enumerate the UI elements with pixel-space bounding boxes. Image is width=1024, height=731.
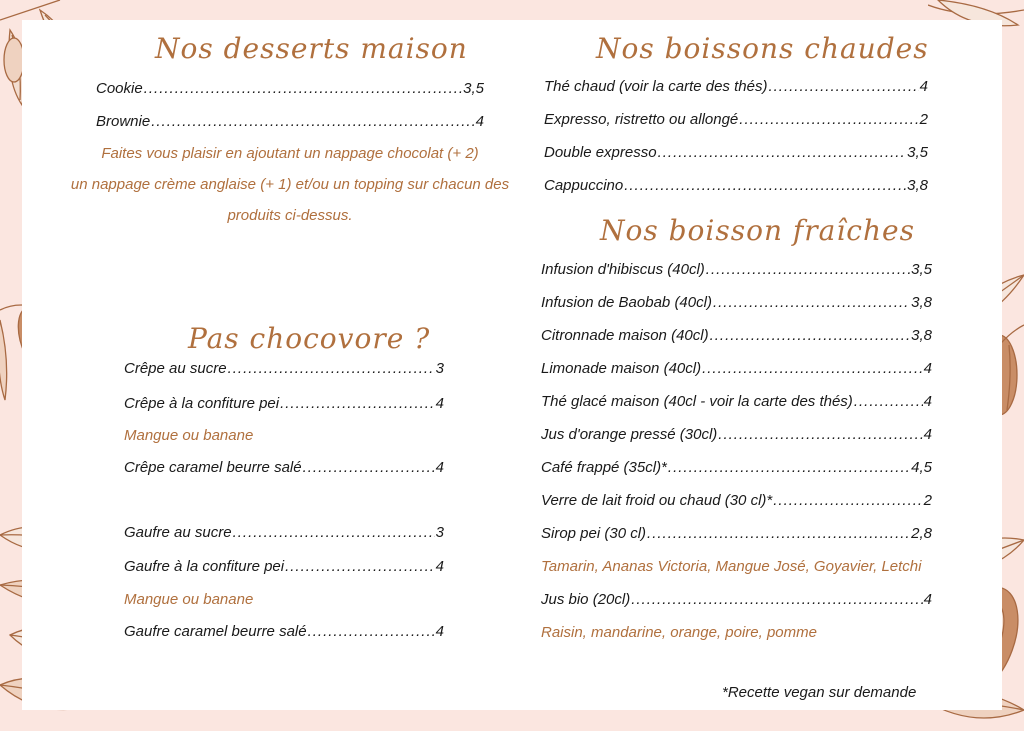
item-price: 4 [475,113,484,130]
crepe-row [124,459,444,476]
leader-dots [308,623,435,640]
hot-drink-row [544,111,928,128]
item-name: Thé chaud (voir la carte des thés) [544,78,768,95]
item-name: Jus bio (20cl) [541,591,631,608]
leader-dots [228,360,435,377]
item-name: Brownie [96,113,151,130]
leader-dots [713,294,910,311]
leader-dots [303,459,435,476]
jus-flavours-note: Raisin, mandarine, orange, poire, pomme [541,624,817,641]
cold-drink-row [541,492,932,509]
cold-drink-row [541,393,932,410]
vegan-footnote: *Recette vegan sur demande [722,684,917,701]
leader-dots [624,177,906,194]
item-price: 3,5 [463,80,484,97]
item-name: Sirop pei (30 cl) [541,525,647,542]
item-name: Crêpe au sucre [124,360,227,377]
leader-dots [144,80,462,97]
leader-dots [718,426,922,443]
item-price: 4 [435,558,444,575]
dessert-row [96,80,484,97]
item-price: 4 [919,78,928,95]
desserts-topping-note [60,138,520,231]
gaufres-fruit-note: Mangue ou banane [124,591,254,608]
item-price: 3,5 [907,144,928,161]
item-name: Crêpe caramel beurre salé [124,459,302,476]
item-name: Infusion de Baobab (40cl) [541,294,712,311]
item-price: 3,8 [907,177,928,194]
item-name: Infusion d'hibiscus (40cl) [541,261,705,278]
item-price: 4 [923,591,932,608]
leader-dots [151,113,474,130]
hot-drink-row [544,78,928,95]
item-name: Gaufre à la confiture pei [124,558,285,575]
item-name: Gaufre caramel beurre salé [124,623,307,640]
leader-dots [285,558,435,575]
item-name: Gaufre au sucre [124,524,232,541]
item-price: 2 [923,492,932,509]
hot-drink-row [544,177,928,194]
cold-drink-row [541,261,932,278]
item-name: Cappuccino [544,177,624,194]
leader-dots [768,78,918,95]
leader-dots [710,327,911,344]
cold-drinks-title: Nos boisson fraîches [600,214,915,247]
item-name: Crêpe à la confiture pei [124,395,280,412]
leader-dots [739,111,918,128]
crepe-row [124,360,444,377]
item-name: Double expresso [544,144,657,161]
item-price: 4 [923,393,932,410]
leader-dots [773,492,922,509]
item-price: 3,8 [911,294,932,311]
cold-drink-row [541,591,932,608]
desserts-title: Nos desserts maison [155,32,468,65]
crepes-fruit-note: Mangue ou banane [124,427,254,444]
cold-drink-row [541,459,932,476]
leader-dots [647,525,910,542]
item-name: Café frappé (35cl)* [541,459,667,476]
item-name: Thé glacé maison (40cl - voir la carte des thés) [541,393,853,410]
hot-drink-row [544,144,928,161]
gaufre-row [124,558,444,575]
cold-drink-row [541,360,932,377]
item-price: 3 [435,360,444,377]
leader-dots [702,360,923,377]
item-name: Limonade maison (40cl) [541,360,702,377]
item-name: Cookie [96,80,143,97]
item-price: 4 [435,623,444,640]
item-price: 2 [919,111,928,128]
item-price: 3,8 [911,327,932,344]
cold-drink-row [541,294,932,311]
gaufre-row [124,623,444,640]
hot-drinks-title: Nos boissons chaudes [596,32,929,65]
leader-dots [631,591,922,608]
leader-dots [706,261,910,278]
cold-drink-row [541,327,932,344]
note-line: Faites vous plaisir en ajoutant un nappage chocolat (+ 2) [101,145,479,162]
item-price: 4 [435,459,444,476]
chocovore-title: Pas chocovore ? [188,322,431,355]
leader-dots [854,393,923,410]
crepe-row [124,395,444,412]
note-line: produits ci-dessus. [227,207,353,224]
item-name: Jus d'orange pressé (30cl) [541,426,718,443]
item-price: 4,5 [911,459,932,476]
item-price: 4 [923,426,932,443]
item-price: 3 [435,524,444,541]
sirop-flavours-note: Tamarin, Ananas Victoria, Mangue José, Goyavier, Letchi [541,558,922,575]
item-price: 3,5 [911,261,932,278]
item-price: 2,8 [911,525,932,542]
note-line: un nappage crème anglaise (+ 1) et/ou un topping sur chacun des [70,176,510,193]
gaufre-row [124,524,444,541]
leader-dots [233,524,435,541]
item-name: Expresso, ristretto ou allongé [544,111,739,128]
item-price: 4 [923,360,932,377]
item-name: Citronnade maison (40cl) [541,327,709,344]
cold-drink-row [541,525,932,542]
leader-dots [668,459,910,476]
leader-dots [280,395,435,412]
cold-drink-row [541,426,932,443]
item-price: 4 [435,395,444,412]
item-name: Verre de lait froid ou chaud (30 cl)* [541,492,773,509]
dessert-row [96,113,484,130]
leader-dots [658,144,907,161]
